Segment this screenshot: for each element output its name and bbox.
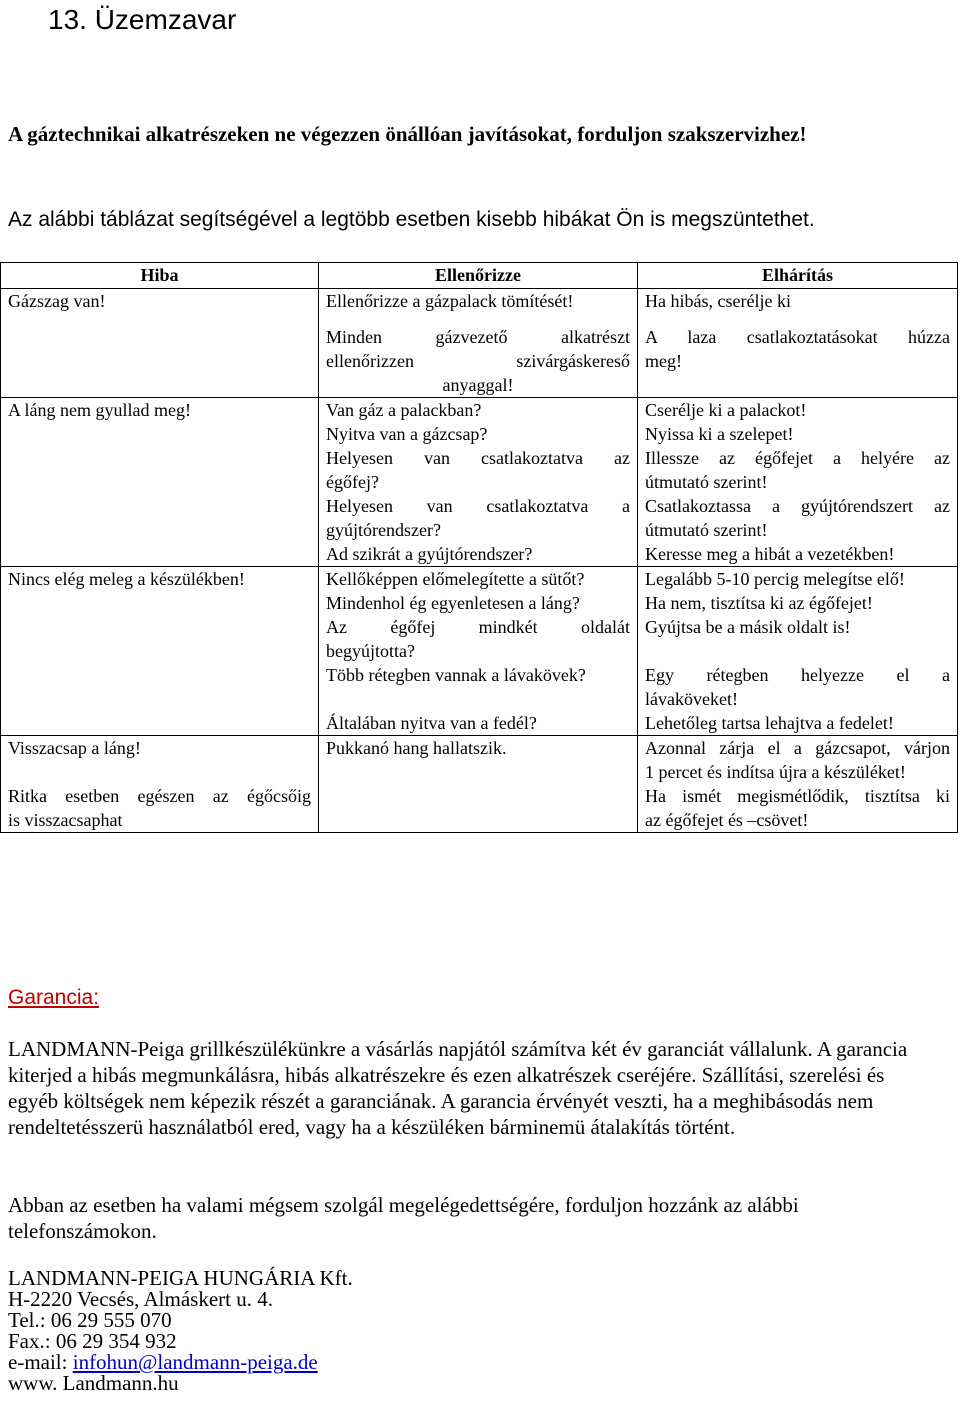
fix-text: Ha ismét megismétlődik, tisztítsa ki	[645, 786, 950, 806]
fault-cell	[1, 313, 319, 398]
check-cell	[319, 289, 638, 314]
fix-text: lávaköveket!	[645, 689, 738, 709]
check-text: Helyesen van csatlakoztatva az	[326, 448, 630, 468]
check-text: Több rétegben vannak a lávakövek?	[326, 665, 586, 685]
company-address: H-2220 Vecsés, Almáskert u. 4.	[8, 1287, 273, 1311]
company-contact-block	[8, 1268, 353, 1394]
check-cell	[319, 313, 638, 398]
table-row	[1, 289, 958, 314]
check-text: Kellőképpen előmelegítette a sütőt?	[326, 569, 585, 589]
fault-text: Nincs elég meleg a készülékben!	[8, 569, 245, 589]
check-text: Az égőfej mindkét oldalát	[326, 617, 630, 637]
fix-text: az égőfejet és –csövet!	[645, 810, 809, 830]
fix-text: 1 percet és indítsa újra a készüléket!	[645, 762, 906, 782]
fix-text: Gyújtsa be a másik oldalt is!	[645, 617, 851, 637]
check-text: Helyesen van csatlakoztatva a	[326, 496, 630, 516]
fault-text: Ritka esetben egészen az égőcsőig	[8, 786, 311, 806]
header-fault: Hiba	[1, 263, 319, 289]
spacer	[326, 687, 630, 711]
check-text: anyaggal!	[442, 375, 514, 395]
fix-text: Ha nem, tisztítsa ki az égőfejet!	[645, 593, 873, 613]
fault-text: Gázszag van!	[8, 291, 106, 311]
check-text: Általában nyitva van a fedél?	[326, 713, 537, 733]
company-name: LANDMANN-PEIGA HUNGÁRIA Kft.	[8, 1266, 353, 1290]
fault-cell	[1, 289, 319, 314]
fix-text: Nyissa ki a szelepet!	[645, 424, 794, 444]
email-link[interactable]: infohun@landmann-peiga.de	[72, 1350, 318, 1374]
fix-text: Egy rétegben helyezze el a	[645, 665, 950, 685]
email-label: e-mail:	[8, 1350, 73, 1374]
fix-text: Lehetőleg tartsa lehajtva a fedelet!	[645, 713, 894, 733]
fault-cell	[1, 398, 319, 567]
fault-text: A láng nem gyullad meg!	[8, 400, 191, 420]
header-fix: Elhárítás	[638, 263, 958, 289]
check-cell	[319, 398, 638, 567]
fix-text: útmutató szerint!	[645, 472, 768, 492]
check-text: begyújtotta?	[326, 641, 415, 661]
company-website: www. Landmann.hu	[8, 1371, 179, 1395]
fix-text: Keresse meg a hibát a vezetékben!	[645, 544, 895, 564]
contact-note: Abban az esetben ha valami mégsem szolgál megelégedettségére, forduljon hozzánk az alábbi telefonszámokon.	[8, 1193, 799, 1243]
fix-text: útmutató szerint!	[645, 520, 768, 540]
check-text: Van gáz a palackban?	[326, 400, 482, 420]
section-heading: 13. Üzemzavar	[48, 4, 237, 35]
check-text: Mindenhol ég egyenletesen a láng?	[326, 593, 580, 613]
table-row	[1, 398, 958, 567]
spacer	[645, 639, 950, 663]
company-email-line	[8, 1352, 353, 1373]
check-text: Ad szikrát a gyújtórendszer?	[326, 544, 533, 564]
fix-text: meg!	[645, 351, 682, 371]
check-text: ellenőrizzen szivárgáskereső	[326, 351, 630, 371]
check-text: égőfej?	[326, 472, 379, 492]
fix-text: Cserélje ki a palackot!	[645, 400, 807, 420]
fix-text: Ha hibás, cserélje ki	[645, 291, 791, 311]
warning-text: A gáztechnikai alkatrészeken ne végezzen önállóan javításokat, forduljon szakszervizhez!	[8, 122, 807, 146]
check-text: gyújtórendszer?	[326, 520, 441, 540]
fault-text: Visszacsap a láng!	[8, 738, 141, 758]
spacer	[8, 760, 311, 784]
check-cell	[319, 736, 638, 833]
fix-text: Azonnal zárja el a gázcsapot, várjon	[645, 738, 950, 758]
fault-cell	[1, 736, 319, 833]
check-cell	[319, 567, 638, 736]
fix-text: Illessze az égőfejet a helyére az	[645, 448, 950, 468]
check-text: Ellenőrizze a gázpalack tömítését!	[326, 291, 574, 311]
fault-cell	[1, 567, 319, 736]
check-text: Minden gázvezető alkatrészt	[326, 327, 630, 347]
fix-cell	[638, 736, 958, 833]
table-header-row	[1, 263, 958, 289]
fix-cell	[638, 313, 958, 398]
warranty-text: LANDMANN-Peiga grillkészülékünkre a vásárlás napjától számítva két év garanciát vállalunk. A garancia kiterjed a hibás megmunkálásra, hibás alkatrészekre és ezen alkatrészek cseréjére. Szállítási, szerelési és egyéb költségek nem képezik részét a garanciának. A garancia érvényét veszti, ha a meghibásodás nem rendeltetésszerü használatból ered, vagy ha a készüléken bárminemü átalakítás történt.	[8, 1037, 908, 1139]
table-row	[1, 567, 958, 736]
table-row	[1, 313, 958, 398]
fault-text: is visszacsaphat	[8, 810, 123, 830]
intro-text: Az alábbi táblázat segítségével a legtöbb esetben kisebb hibákat Ön is megszüntethet.	[8, 208, 815, 231]
fix-cell	[638, 398, 958, 567]
table-row	[1, 736, 958, 833]
company-fax: Fax.: 06 29 354 932	[8, 1329, 177, 1353]
fix-text: Legalább 5-10 percig melegítse elő!	[645, 569, 905, 589]
fix-cell	[638, 567, 958, 736]
check-text: Pukkanó hang hallatszik.	[326, 738, 507, 758]
header-check: Ellenőrizze	[319, 263, 638, 289]
check-text: Nyitva van a gázcsap?	[326, 424, 488, 444]
fix-text: Csatlakoztassa a gyújtórendszert az	[645, 496, 950, 516]
company-phone: Tel.: 06 29 555 070	[8, 1308, 172, 1332]
warranty-title: Garancia:	[8, 986, 100, 1009]
fix-cell	[638, 289, 958, 314]
troubleshooting-table	[0, 262, 958, 833]
fix-text: A laza csatlakoztatásokat húzza	[645, 327, 950, 347]
